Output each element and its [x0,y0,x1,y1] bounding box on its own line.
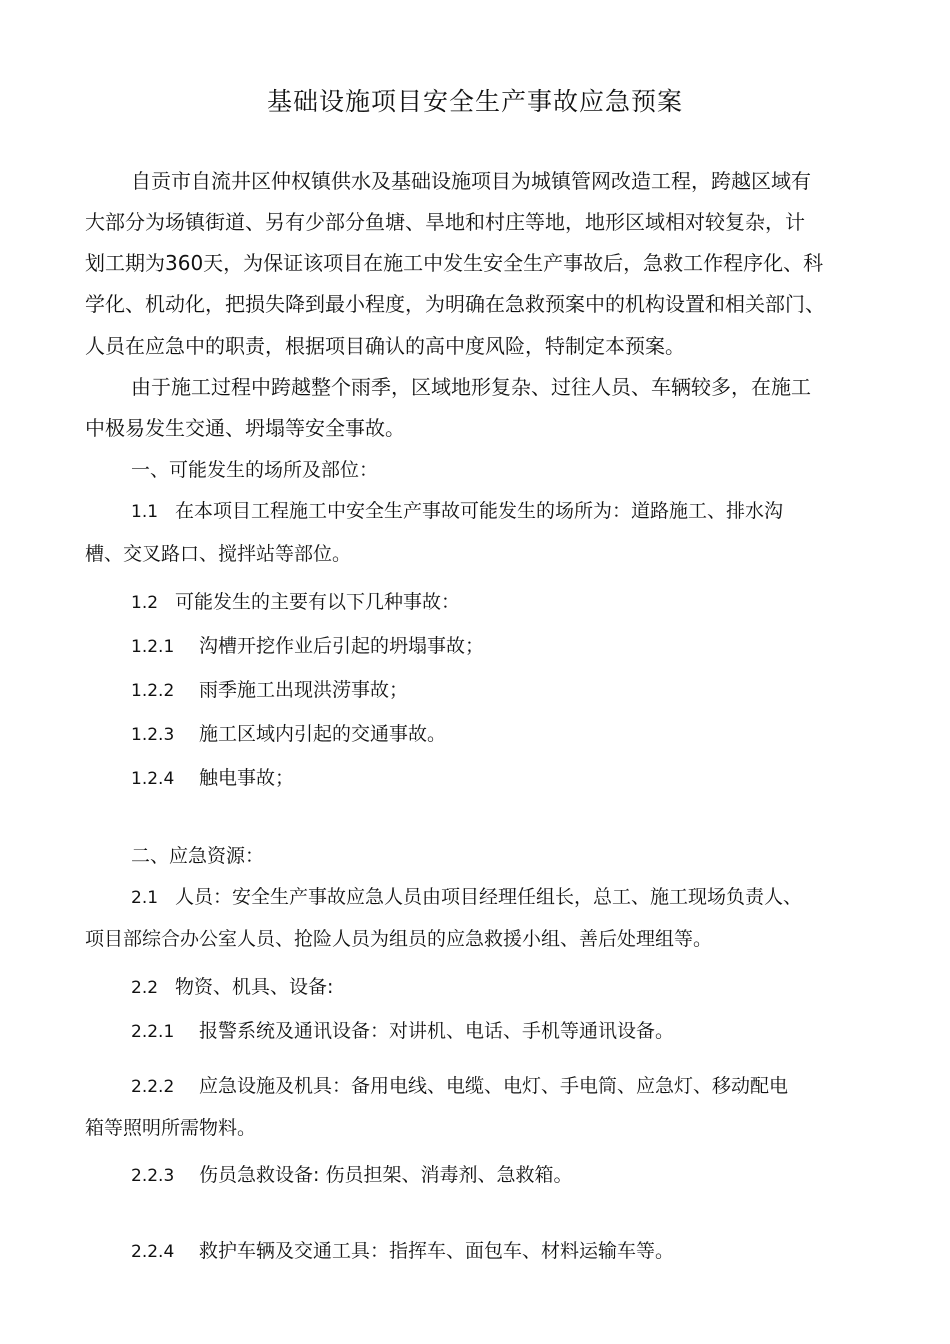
item-number: 1.2.4 [131,769,175,789]
item-text: 雨季施工出现洪涝事故； [199,679,409,701]
item-1-2-4 [131,768,294,789]
intro-line-3: 划工期为360天，为保证该项目在施工中发生安全生产事故后，急救工作程序化、科 [85,251,824,275]
item-text: 沟槽开挖作业后引起的坍塌事故； [199,635,485,657]
item-number: 1.2.3 [131,725,175,745]
item-number: 1.2 [131,593,159,613]
item-text: 报警系统及通讯设备：对讲机、电话、手机等通讯设备。 [199,1020,675,1042]
item-1-1 [131,501,783,522]
item-number: 2.2 [131,978,159,998]
item-1-2-1 [131,636,484,657]
item-text: 施工区域内引起的交通事故。 [199,723,447,745]
item-number: 2.2.2 [131,1077,175,1097]
item-2-2 [131,977,333,998]
intro-line-4: 学化、机动化，把损失降到最小程度，为明确在急救预案中的机构设置和相关部门、 [85,292,825,316]
item-1-2 [131,592,460,613]
intro-line-5: 人员在应急中的职责，根据项目确认的高中度风险，特制定本预案。 [85,334,685,358]
item-2-1-continuation: 项目部综合办公室人员、抢险人员为组员的应急救援小组、善后处理组等。 [85,928,713,950]
item-text: 在本项目工程施工中安全生产事故可能发生的场所为：道路施工、排水沟 [175,500,784,522]
item-text: 可能发生的主要有以下几种事故： [175,591,461,613]
item-text: 物资、机具、设备: [175,976,334,998]
item-2-2-4 [131,1241,674,1262]
item-number: 2.1 [131,888,159,908]
intro-line-1: 自贡市自流井区仲权镇供水及基础设施项目为城镇管网改造工程，跨越区域有 [131,169,811,193]
item-1-2-3 [131,724,446,745]
section1-heading: 一、可能发生的场所及部位： [131,459,379,481]
item-number: 1.2.1 [131,637,175,657]
item-number: 1.1 [131,502,159,522]
item-number: 2.2.1 [131,1022,175,1042]
item-2-2-3 [131,1165,572,1186]
document-title: 基础设施项目安全生产事故应急预案 [266,87,683,116]
item-number: 1.2.2 [131,681,175,701]
item-2-2-2-continuation: 箱等照明所需物料。 [85,1117,257,1139]
item-2-2-1 [131,1021,674,1042]
item-1-1-continuation: 槽、交叉路口、搅拌站等部位。 [85,543,352,565]
item-text: 救护车辆及交通工具：指挥车、面包车、材料运输车等。 [199,1240,675,1262]
item-text: 人员：安全生产事故应急人员由项目经理任组长，总工、施工现场负责人、 [175,886,803,908]
item-text: 伤员急救设备: 伤员担架、消毒剂、急救箱。 [199,1164,573,1186]
item-number: 2.2.3 [131,1166,175,1186]
section2-heading: 二、应急资源： [131,845,265,867]
item-2-1 [131,887,802,908]
para2-line-2: 中极易发生交通、坍塌等安全事故。 [85,416,405,440]
intro-line-2: 大部分为场镇街道、另有少部分鱼塘、旱地和村庄等地，地形区域相对较复杂，计 [85,210,805,234]
para2-line-1: 由于施工过程中跨越整个雨季，区域地形复杂、过往人员、车辆较多，在施工 [131,375,811,399]
item-2-2-2 [131,1076,788,1097]
item-text: 应急设施及机具：备用电线、电缆、电灯、手电筒、应急灯、移动配电 [199,1075,789,1097]
item-number: 2.2.4 [131,1242,175,1262]
item-1-2-2 [131,680,408,701]
item-text: 触电事故； [199,767,295,789]
